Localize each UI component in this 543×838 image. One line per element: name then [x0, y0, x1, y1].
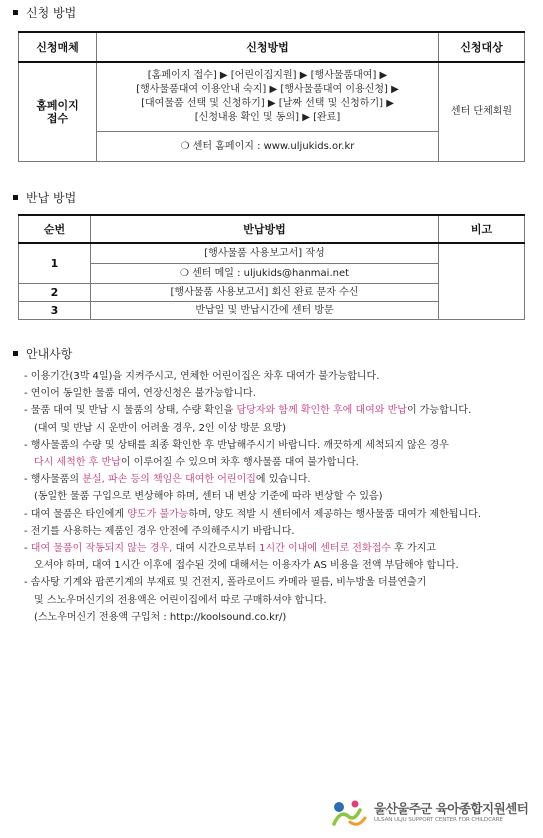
- list-item-sub: 다시 세척한 후 반납이 이루어질 수 있으며 차후 행사물품 대여 불가합니다.: [34, 457, 359, 469]
- header-order: 순번: [19, 215, 91, 243]
- header-method: 신청방법: [97, 32, 439, 62]
- section-title-return: 반납 방법: [13, 189, 76, 206]
- list-item: - 행사물품의 수량 및 상태를 최종 확인한 후 반납해주시기 바랍니다. 깨끗하게 세척되지 않은 경우: [24, 439, 449, 451]
- list-item-sub: 및 스노우머신기의 전용액은 어린이집에서 따로 구매하셔야 합니다.: [34, 594, 327, 606]
- header-return-method: 반납방법: [91, 215, 439, 243]
- section-title-notice: 안내사항: [13, 345, 72, 362]
- homepage-link[interactable]: ❍ 센터 홈페이지 : www.uljukids.or.kr: [97, 131, 439, 161]
- list-item-sub: 오셔야 하며, 대여 1시간 이후에 접수된 것에 대해서는 이용자가 AS 비용을 전액 부담해야 합니다.: [34, 560, 459, 572]
- logo-name-english: ULSAN ULJU SUPPORT CENTER FOR CHILDCARE: [374, 817, 503, 823]
- logo-mark-icon: [330, 798, 370, 828]
- table-row: 1 [행사물품 사용보고서] 작성: [19, 243, 525, 263]
- target-cell: 센터 단체회원: [439, 62, 525, 161]
- header-media: 신청매체: [19, 32, 97, 62]
- list-item: - 연이어 동일한 물품 대여, 연장신청은 불가능합니다.: [24, 388, 256, 400]
- steps-cell: [97, 62, 439, 131]
- list-item: - 대여 물품이 작동되지 않는 경우, 대여 시간으로부터 1시간 이내에 센터로 전화접수 후 가지고: [24, 543, 436, 555]
- notice-list: [24, 368, 534, 626]
- step-line: [신청내용 확인 및 동의] ▶ [완료]: [194, 111, 341, 123]
- header-note: 비고: [439, 215, 525, 243]
- logo-name-korean: 울산울주군 육아종합지원센터: [374, 801, 529, 816]
- step-line: [행사물품대여 이용안내 숙지] ▶ [행사물품대여 이용신청] ▶: [136, 83, 399, 95]
- step-line: [대여물품 선택 및 신청하기] ▶ [날짜 선택 및 신청하기] ▶: [141, 97, 394, 109]
- table-row: 3 반납일 및 반납시간에 센터 방문: [19, 301, 525, 319]
- list-item-sub: (동일한 물품 구입으로 변상해야 하며, 센터 내 변상 기준에 따라 변상할 수 있음): [34, 491, 383, 503]
- list-item: - 행사물품의 분실, 파손 등의 책임은 대여한 어린이집에 있습니다.: [24, 474, 311, 486]
- return-method-table: [18, 214, 525, 320]
- list-item: - 이용기간(3박 4일)을 지켜주시고, 연체한 어린이집은 차후 대여가 불가능합니다.: [24, 371, 380, 382]
- list-item-sub: (스노우머신기 전용액 구입처 : http://koolsound.co.kr/): [34, 611, 287, 623]
- note-cell: [439, 243, 525, 319]
- square-bullet-icon: [13, 351, 18, 356]
- step-line: [홈페이지 접수] ▶ [어린이집지원] ▶ [행사물품대여] ▶: [147, 69, 388, 81]
- apply-method-table: [18, 31, 525, 162]
- list-item: - 전기를 사용하는 제품인 경우 안전에 주의해주시기 바랍니다.: [24, 525, 295, 537]
- list-item-sub: (대여 및 반납 시 운반이 어려울 경우, 2인 이상 방문 요망): [34, 422, 286, 434]
- header-target: 신청대상: [439, 32, 525, 62]
- list-item: - 물품 대여 및 반납 시 물품의 상태, 수량 확인을 담당자와 함께 확인한 후에 대여와 반납이 가능합니다.: [24, 405, 472, 417]
- media-cell: 홈페이지 접수: [19, 62, 97, 161]
- section-title-apply: 신청 방법: [13, 4, 76, 21]
- center-logo: [330, 796, 530, 830]
- list-item: - 대여 물품은 타인에게 양도가 불가능하며, 양도 적발 시 센터에서 제공하는 행사물품 대여가 제한됩니다.: [24, 508, 482, 520]
- table-row: 2 [행사물품 사용보고서] 회신 완료 문자 수신: [19, 283, 525, 301]
- square-bullet-icon: [13, 10, 18, 15]
- list-item: - 솜사탕 기계와 팝콘기계의 부재료 및 건전지, 폴라로이드 카메라 필름, 비누방울 더블연출기: [24, 577, 427, 589]
- square-bullet-icon: [13, 195, 18, 200]
- email-link[interactable]: ❍ 센터 메일 : uljukids@hanmai.net: [91, 263, 439, 283]
